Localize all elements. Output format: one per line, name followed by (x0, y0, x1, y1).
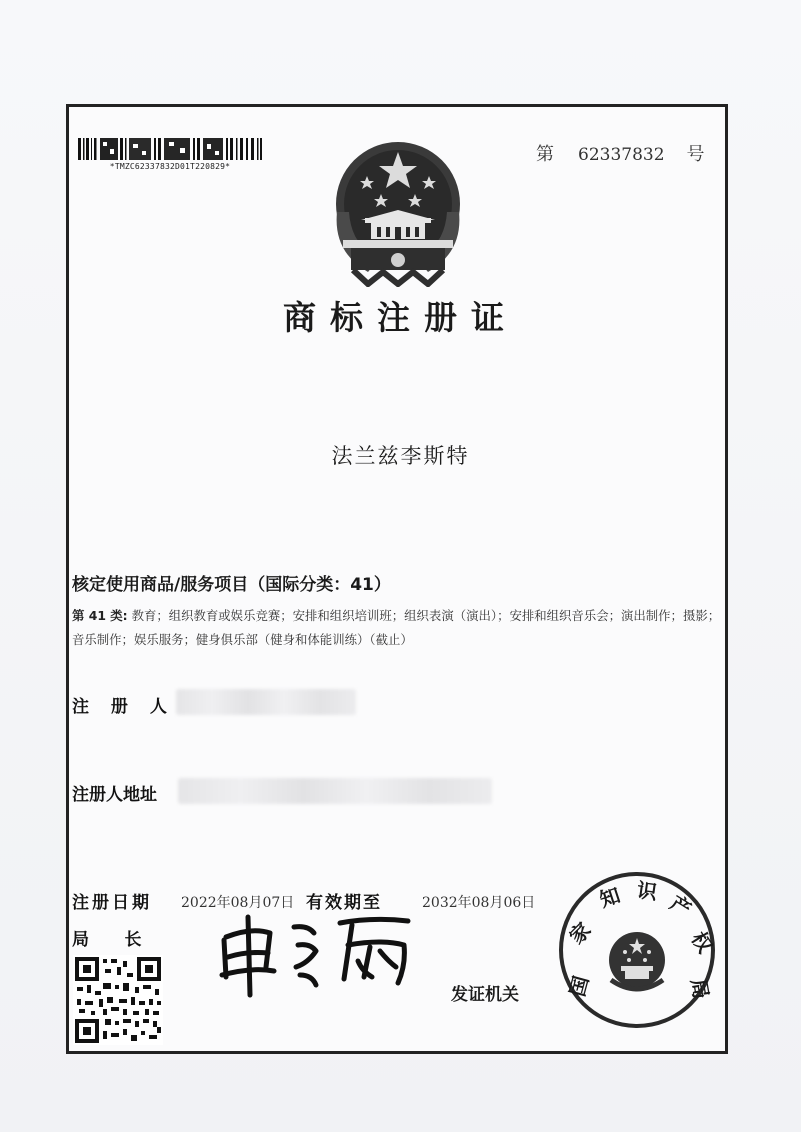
national-emblem-icon (323, 132, 473, 287)
reg-suffix: 号 (686, 144, 705, 165)
svg-text:国: 国 (565, 973, 594, 999)
registration-number (536, 140, 705, 166)
svg-text:家: 家 (564, 917, 596, 949)
goods-list (72, 604, 722, 652)
address-redacted (178, 778, 492, 804)
svg-text:局: 局 (686, 976, 714, 1001)
director-signature (212, 905, 417, 1000)
svg-text:权: 权 (686, 927, 717, 958)
issuing-authority-label: 发证机关 (451, 985, 519, 1005)
registration-date: 2022年08月07日 (181, 895, 295, 911)
svg-text:识: 识 (635, 877, 659, 905)
validity-label: 有效期至 (306, 893, 382, 913)
goods-class-label: 第 41 类: (72, 608, 128, 623)
address-label: 注册人地址 (72, 785, 157, 805)
reg-number: 62337832 (578, 145, 665, 165)
certificate-title: 商标注册证 (283, 298, 518, 337)
svg-text:产: 产 (665, 890, 696, 922)
director-label: 局 长 (72, 930, 142, 950)
barcode-icon (76, 136, 264, 162)
validity-date: 2032年08月06日 (422, 895, 536, 911)
reg-prefix: 第 (536, 144, 554, 165)
qr-code-icon (73, 955, 163, 1045)
registrant-label: 注 册 人 (72, 697, 175, 717)
svg-text:知: 知 (596, 882, 624, 912)
goods-items: 教育；组织教育或娱乐竞赛；安排和组织培训班；组织表演（演出）；安排和组织音乐会；演出制作；摄影；音乐制作；娱乐服务；健身俱乐部（健身和体能训练）（截止） (72, 608, 721, 647)
registrant-redacted (176, 689, 356, 715)
trademark-name: 法兰兹李斯特 (331, 444, 470, 468)
barcode-text: *TMZC62337832D01T220829* (109, 162, 231, 171)
official-seal-icon (557, 870, 717, 1030)
registration-date-label: 注册日期 (72, 893, 152, 913)
goods-heading: 核定使用商品/服务项目（国际分类：41） (72, 575, 391, 595)
